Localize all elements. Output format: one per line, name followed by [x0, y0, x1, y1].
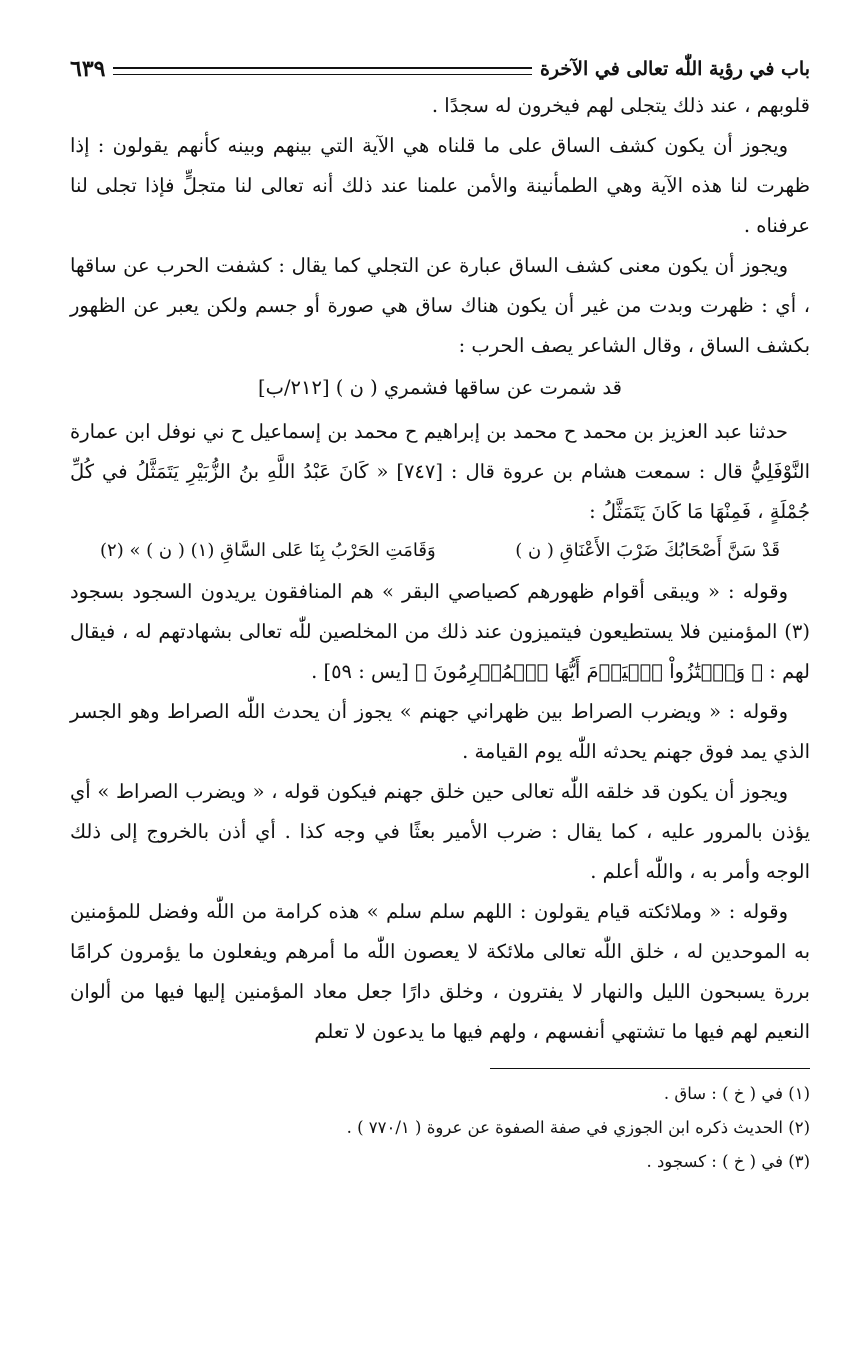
footnote-3: (٣) في ( خ ) : كسجود . — [646, 1152, 810, 1171]
poetry-verse: قد شمرت عن ساقها فشمري ( ن ) [٢١٢/ب] — [257, 376, 622, 399]
poem-hemistich-left: وَقَامَتِ الحَرْبُ بِنَا عَلى السَّاقِ (١) ( ن ) » (٢) — [100, 540, 436, 561]
running-header — [70, 52, 810, 86]
paragraph-5: وقوله : « ويبقى أقوام ظهورهم كصياصي البقر » هم المنافقون يريدون السجود بسجود (٣) المؤمنين فلا يستطيعون فيتميزون عند ذلك من المخلصين للّٰه تعالى بشهادتهم له ، فيقال لهم : ﴿ وَٱمۡتَٰزُواْ ٱلۡيَوۡمَ أَيُّهَا ٱلۡمُجۡرِمُونَ ﴾ [يس : ٥٩] . — [70, 580, 810, 683]
paragraph-4: حدثنا عبد العزيز بن محمد ح محمد بن إبراهيم ح محمد بن إسماعيل ح ني نوفل ابن عمارة النَّوْفَلِيُّ قال : سمعت هشام بن عروة قال : [٧٤٧] « كَانَ عَبْدُ اللَّهِ بنُ الزُّبَيْرِ يَتَمَثَّلُ في كُلِّ جُمْلَةٍ ، فَمِنْهَا مَا كَانَ يَتَمَثَّلُ : — [70, 420, 811, 523]
chapter-title: باب في رؤية اللّٰه تعالى في الآخرة — [539, 58, 810, 80]
footnotes — [70, 1077, 810, 1179]
poem-hemistich-right: قَدْ سَنَّ أَصْحَابُكَ ضَرْبَ الأَعْنَاقِ ( ن ) — [515, 540, 780, 561]
page-number: ٦٣٩ — [70, 56, 106, 82]
paragraph-7: ويجوز أن يكون قد خلقه اللّٰه تعالى حين خلق جهنم فيكون قوله ، « ويضرب الصراط » أي يؤذن بالمرور عليه ، كما يقال : ضرب الأمير بعثًا في وجه كذا . أي أذن بالخروج إلى ذلك الوجه وأمر به ، واللّٰه أعلم . — [70, 780, 810, 883]
paragraph-1: قلوبهم ، عند ذلك يتجلى لهم فيخرون له سجدًا . — [431, 94, 810, 117]
poem-line — [70, 532, 810, 570]
footnote-2: (٢) الحديث ذكره ابن الجوزي في صفة الصفوة عن عروة ( ٧٧٠/١ ) . — [346, 1118, 810, 1137]
paragraph-3: ويجوز أن يكون معنى كشف الساق عبارة عن التجلي كما يقال : كشفت الحرب عن ساقها ، أي : ظهرت وبدت من غير أن يكون هناك ساق هي صورة أو جسم ولكن يعبر عن الظهور بكشف الساق ، وقال الشاعر يصف الحرب : — [70, 254, 810, 357]
paragraph-2: ويجوز أن يكون كشف الساق على ما قلناه هي الآية التي بينهم وبينه كأنهم يقولون : إذا ظهرت لنا هذه الآية وهي الطمأنينة والأمن علمنا عند ذلك أنه تعالى لنا متجلٍّ فإذا تجلى لنا عرفناه . — [70, 134, 810, 237]
paragraph-6: وقوله : « ويضرب الصراط بين ظهراني جهنم » يجوز أن يحدث اللّٰه الصراط وهو الجسر الذي يمد فوق جهنم يحدثه اللّٰه يوم القيامة . — [70, 700, 810, 763]
footnote-separator — [490, 1068, 810, 1069]
header-rule — [113, 67, 532, 75]
footnote-1: (١) في ( خ ) : ساق . — [663, 1084, 810, 1103]
paragraph-8: وقوله : « وملائكته قيام يقولون : اللهم سلم سلم » هذه كرامة من اللّٰه وفضل للمؤمنين به الموحدين له ، خلق اللّٰه تعالى ملائكة لا يعصون اللّٰه ما أمرهم ويفعلون ما يؤمرون كرامًا بررة يسبحون الليل والنهار لا يفترون ، وخلق دارًا جعل معاد المؤمنين إليها فيها من ألوان النعيم لهم فيها ما تشتهي أنفسهم ، ولهم فيها ما يدعون لا تعلم — [70, 900, 810, 1043]
